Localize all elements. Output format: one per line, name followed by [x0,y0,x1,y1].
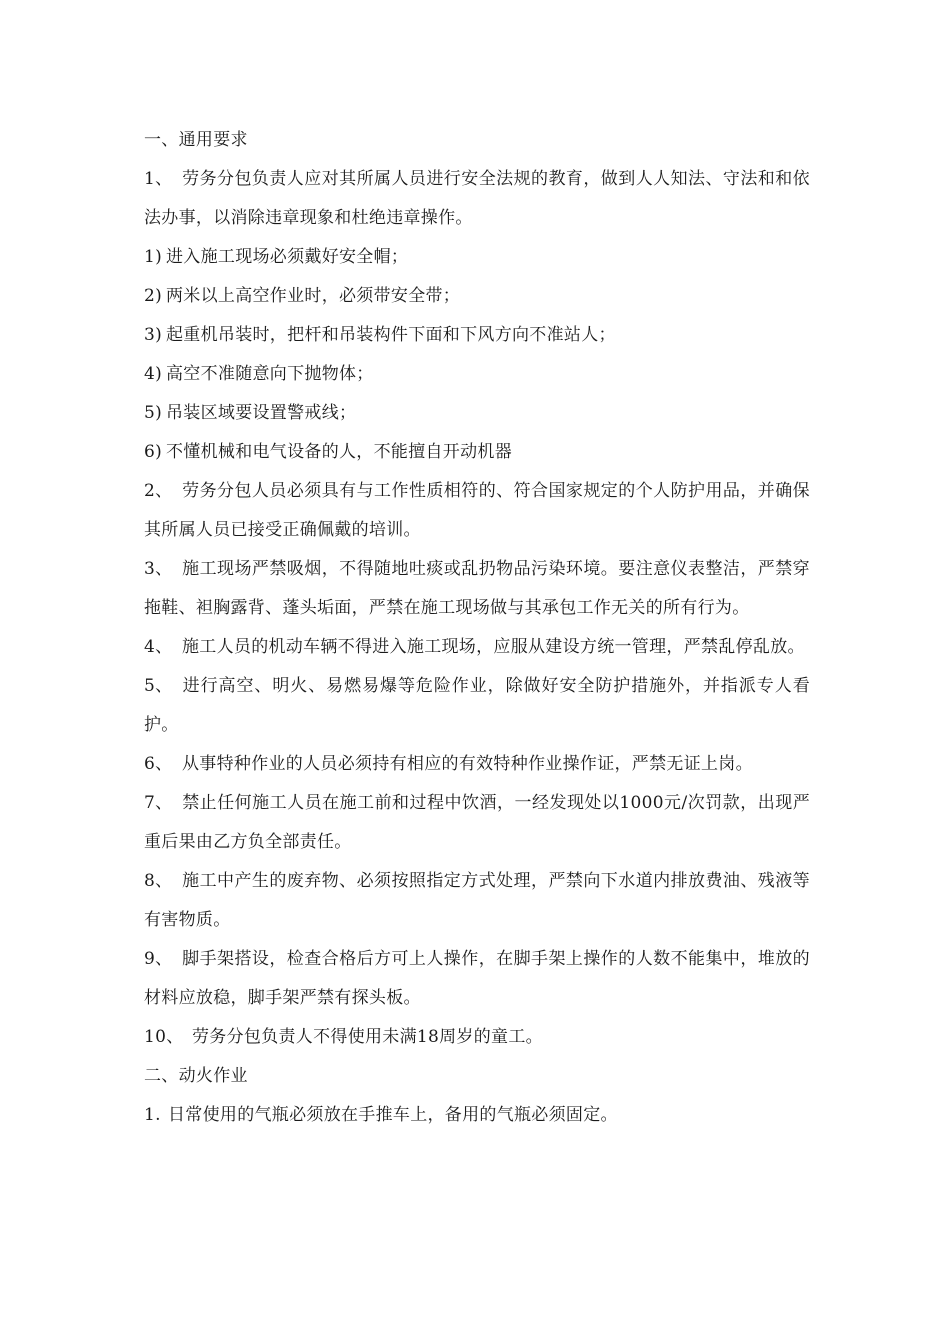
general-item-9 [144,940,810,1018]
item-number: 1. [144,1105,161,1125]
sub-item-number: 4) [144,364,163,384]
item-text: 施工中产生的废弃物、必须按照指定方式处理，严禁向下水道内排放费油、残液等有害物质。 [144,871,810,930]
item-number: 2、 [144,481,173,501]
sub-item-number: 6) [144,442,163,462]
item-number: 10、 [144,1027,184,1047]
item-number: 4、 [144,637,173,657]
item-number: 8、 [144,871,173,891]
item-text: 劳务分包负责人应对其所属人员进行安全法规的教育，做到人人知法、守法和和依法办事，以消除违章现象和杜绝违章操作。 [144,169,810,228]
item-text: 施工现场严禁吸烟，不得随地吐痰或乱扔物品污染环境。要注意仪表整洁，严禁穿拖鞋、袒胸露背、蓬头垢面，严禁在施工现场做与其承包工作无关的所有行为。 [144,559,810,618]
sub-item-number: 3) [144,325,163,345]
sub-item-4 [144,355,810,394]
sub-item-number: 1) [144,247,163,267]
general-item-10 [144,1018,810,1057]
item-text: 施工人员的机动车辆不得进入施工现场，应服从建设方统一管理，严禁乱停乱放。 [182,637,805,657]
general-item-8 [144,862,810,940]
sub-item-text: 进入施工现场必须戴好安全帽； [166,247,409,267]
item-number: 9、 [144,949,173,969]
item-number: 6、 [144,754,173,774]
item-number: 7、 [144,793,173,813]
sub-item-5 [144,394,810,433]
general-item-2 [144,472,810,550]
document-body [144,121,810,1135]
sub-item-1 [144,238,810,277]
general-item-3 [144,550,810,628]
item-text: 日常使用的气瓶必须放在手推车上，备用的气瓶必须固定。 [168,1105,618,1125]
item-text: 劳务分包人员必须具有与工作性质相符的、符合国家规定的个人防护用品，并确保其所属人员已接受正确佩戴的培训。 [144,481,810,540]
sub-item-number: 5) [144,403,163,423]
sub-item-text: 吊装区域要设置警戒线； [166,403,357,423]
general-item-4 [144,628,810,667]
general-item-6 [144,745,810,784]
item-text: 从事特种作业的人员必须持有相应的有效特种作业操作证，严禁无证上岗。 [182,754,753,774]
item-number: 1、 [144,169,173,189]
item-text: 禁止任何施工人员在施工前和过程中饮酒，一经发现处以1000元/次罚款，出现严重后果由乙方负全部责任。 [144,793,810,852]
general-item-5 [144,667,810,745]
sub-item-text: 起重机吊装时，把杆和吊装构件下面和下风方向不准站人； [166,325,616,345]
item-number: 3、 [144,559,173,579]
sub-item-6 [144,433,810,472]
hot-work-item-1 [144,1096,810,1135]
item-text: 进行高空、明火、易燃易爆等危险作业，除做好安全防护措施外，并指派专人看护。 [144,676,810,735]
general-item-7 [144,784,810,862]
sub-item-number: 2) [144,286,163,306]
sub-item-text: 不懂机械和电气设备的人，不能擅自开动机器 [166,442,512,462]
sub-item-2 [144,277,810,316]
section-heading-general [144,121,810,160]
sub-item-text: 两米以上高空作业时，必须带安全带； [166,286,461,306]
item-text: 劳务分包负责人不得使用未满18周岁的童工。 [192,1027,543,1047]
item-number: 5、 [144,676,173,696]
general-item-1 [144,160,810,238]
item-text: 脚手架搭设，检查合格后方可上人操作，在脚手架上操作的人数不能集中，堆放的材料应放稳，脚手架严禁有探头板。 [144,949,810,1008]
section-heading-text: 一、通用要求 [144,130,248,150]
sub-item-text: 高空不准随意向下抛物体； [166,364,374,384]
section-heading-text: 二、动火作业 [144,1066,248,1086]
sub-item-3 [144,316,810,355]
section-heading-hot-work [144,1057,810,1096]
